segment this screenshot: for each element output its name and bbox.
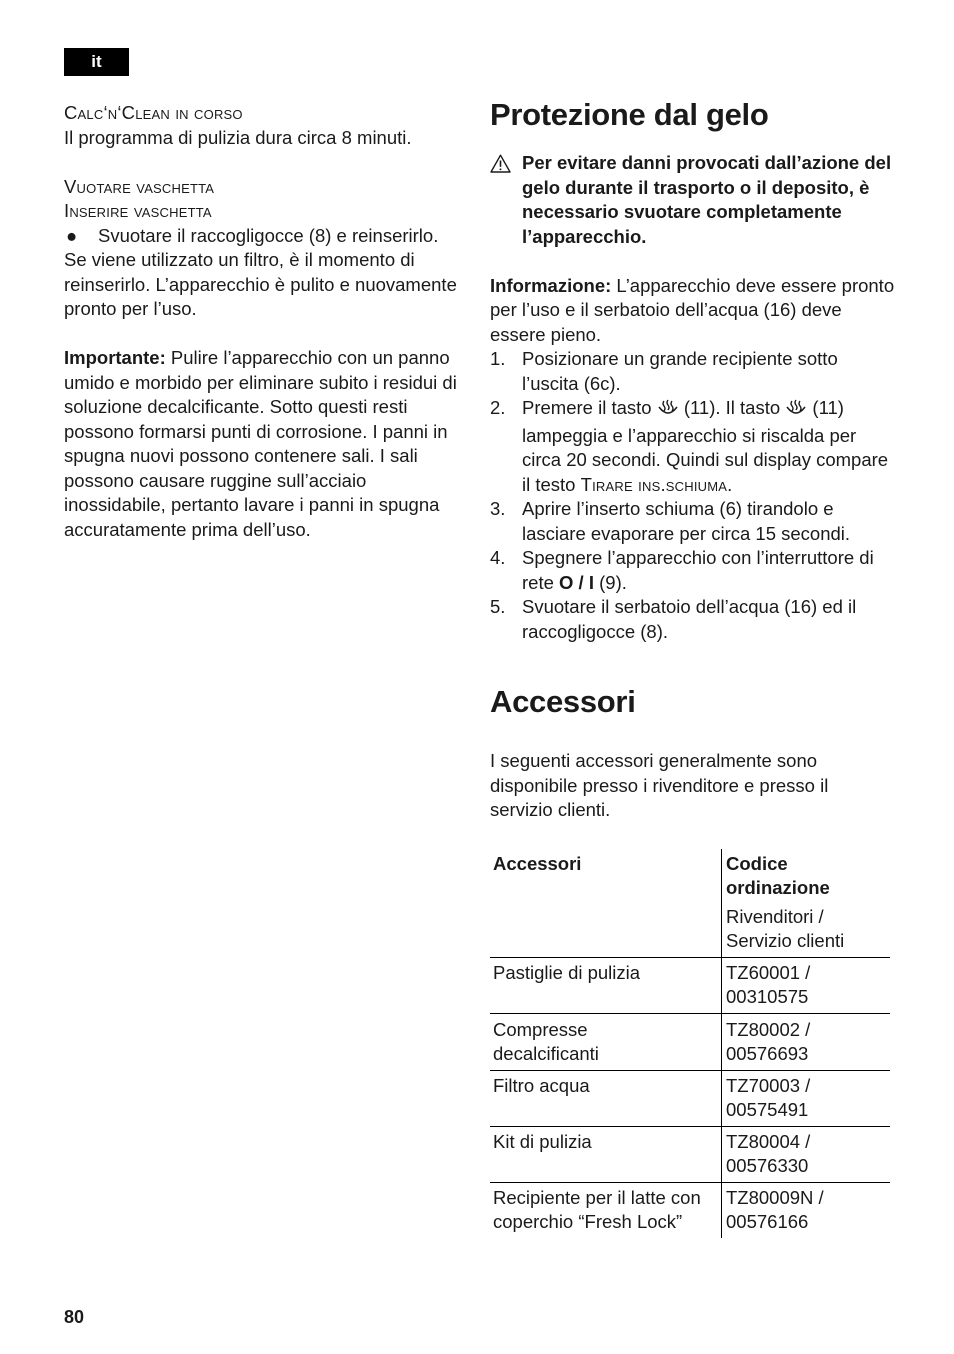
- display-message-empty-tray: Vuotare vaschetta: [64, 175, 215, 197]
- accessories-intro: I seguenti accessori generalmente sono disponibile presso i rivenditore e presso il servizio clienti.: [490, 750, 829, 820]
- info-paragraph: [490, 274, 895, 348]
- step-text: [522, 546, 895, 595]
- header-sublabel: Rivenditori / Servizio clienti: [726, 905, 845, 951]
- accessory-code: TZ80004 / 00576330: [722, 1126, 891, 1182]
- list-item: [490, 497, 895, 546]
- step-number: 1.: [490, 348, 506, 369]
- step-text: Aprire l’inserto schiuma (6) tirandolo e lasciare evaporare per circa 15 secondi.: [522, 498, 851, 544]
- header-label: Accessori: [493, 852, 582, 874]
- important-paragraph: [64, 346, 469, 542]
- header-label: Codice ordinazione: [726, 852, 830, 898]
- list-item: [490, 396, 895, 497]
- accessory-name: Kit di pulizia: [490, 1126, 722, 1182]
- step-text: Posizionare un grande recipiente sotto l’uscita (6c).: [522, 348, 838, 394]
- steam-icon: [785, 399, 807, 424]
- language-tab: it: [64, 48, 129, 76]
- accessories-table: [490, 849, 890, 1238]
- table-header-row: [490, 849, 890, 958]
- table-row: [490, 1182, 890, 1238]
- step-text-part: .: [727, 473, 733, 495]
- table-row: [490, 1013, 890, 1070]
- info-text: L’apparecchio deve essere pronto per l’uso e il serbatoio dell’acqua (16) deve essere pieno.: [490, 274, 895, 345]
- duration-text: Il programma di pulizia dura circa 8 minuti.: [64, 126, 412, 148]
- info-label: Informazione:: [490, 274, 612, 296]
- table-row: [490, 957, 890, 1013]
- step-text-part: Spegnere l’apparecchio con l’interruttore di rete: [522, 547, 874, 593]
- display-message-running: Calc‘n‘Clean in corso: [64, 102, 243, 123]
- frost-protection-title: Protezione dal gelo: [490, 97, 769, 132]
- important-text: Pulire l’apparecchio con un panno umido e morbido per eliminare subito i residui di soluzione decalcificante. Sotto questi resti possono formarsi punti di corrosione. I panni in spugna nuovi possono contenere sali. I sali possono causare ruggine sull’acciaio inossidabile, pertanto lavare i panni in spugna accuratamente prima dell’uso.: [64, 347, 457, 540]
- steam-icon: [657, 399, 679, 424]
- step-number: 2.: [490, 397, 506, 418]
- list-item: [490, 347, 895, 396]
- accessory-code: TZ80002 / 00576693: [722, 1013, 891, 1070]
- bullet-text: Svuotare il raccogligocce (8) e reinserirlo.: [98, 224, 439, 246]
- step-text-part: (9).: [593, 571, 627, 593]
- power-switch-symbol: O / I: [559, 571, 594, 593]
- table-header-accessories: [490, 849, 722, 958]
- bullet-item: [64, 224, 469, 249]
- table-row: [490, 1070, 890, 1126]
- step-text-part: Premere il tasto: [522, 397, 657, 418]
- frost-steps-list: [490, 347, 895, 644]
- accessory-code: TZ70003 / 00575491: [722, 1070, 891, 1126]
- display-message-insert-tray: Inserire vaschetta: [64, 200, 212, 221]
- accessory-code: TZ80009N / 00576166: [726, 1186, 824, 1232]
- accessory-name: Pastiglie di pulizia: [490, 957, 722, 1013]
- step-number: 4.: [490, 547, 506, 568]
- accessory-name: Recipiente per il latte con coperchio “Fresh Lock”: [490, 1182, 722, 1238]
- frost-warning: [490, 151, 895, 249]
- warning-triangle-icon: [490, 151, 522, 249]
- table-row: [490, 1126, 890, 1182]
- accessory-code: TZ60001 / 00310575: [722, 957, 891, 1013]
- step-text-part: (11) lampeggia e l’apparecchio si riscalda per circa 20 secondi. Quindi sul display compare il testo: [522, 397, 889, 495]
- right-column: [490, 96, 895, 1238]
- left-column: [64, 101, 469, 542]
- list-item: [490, 546, 895, 595]
- step-text: [522, 396, 895, 497]
- display-message-froth: Tirare ins.schiuma: [580, 473, 728, 495]
- filter-text: Se viene utilizzato un filtro, è il momento di reinserirlo. L’apparecchio è pulito e nuovamente pronto per l’uso.: [64, 249, 457, 319]
- accessory-name: Filtro acqua: [490, 1070, 722, 1126]
- table-header-order-code: [722, 849, 891, 958]
- step-number: 5.: [490, 596, 506, 617]
- step-text-part: (11). Il tasto: [678, 397, 786, 418]
- accessories-title: Accessori: [490, 684, 636, 719]
- step-number: 3.: [490, 498, 506, 519]
- step-text: Svuotare il serbatoio dell’acqua (16) ed il raccogligocce (8).: [522, 596, 857, 642]
- accessory-name: Compresse decalcificanti: [490, 1013, 722, 1070]
- important-label: Importante:: [64, 347, 166, 368]
- page-number: 80: [64, 1307, 85, 1327]
- bullet-dot-icon: ●: [66, 224, 78, 246]
- list-item: [490, 595, 895, 644]
- frost-warning-text: Per evitare danni provocati dall’azione del gelo durante il trasporto o il deposito, è necessario svuotare completamente l’apparecchio.: [522, 152, 892, 247]
